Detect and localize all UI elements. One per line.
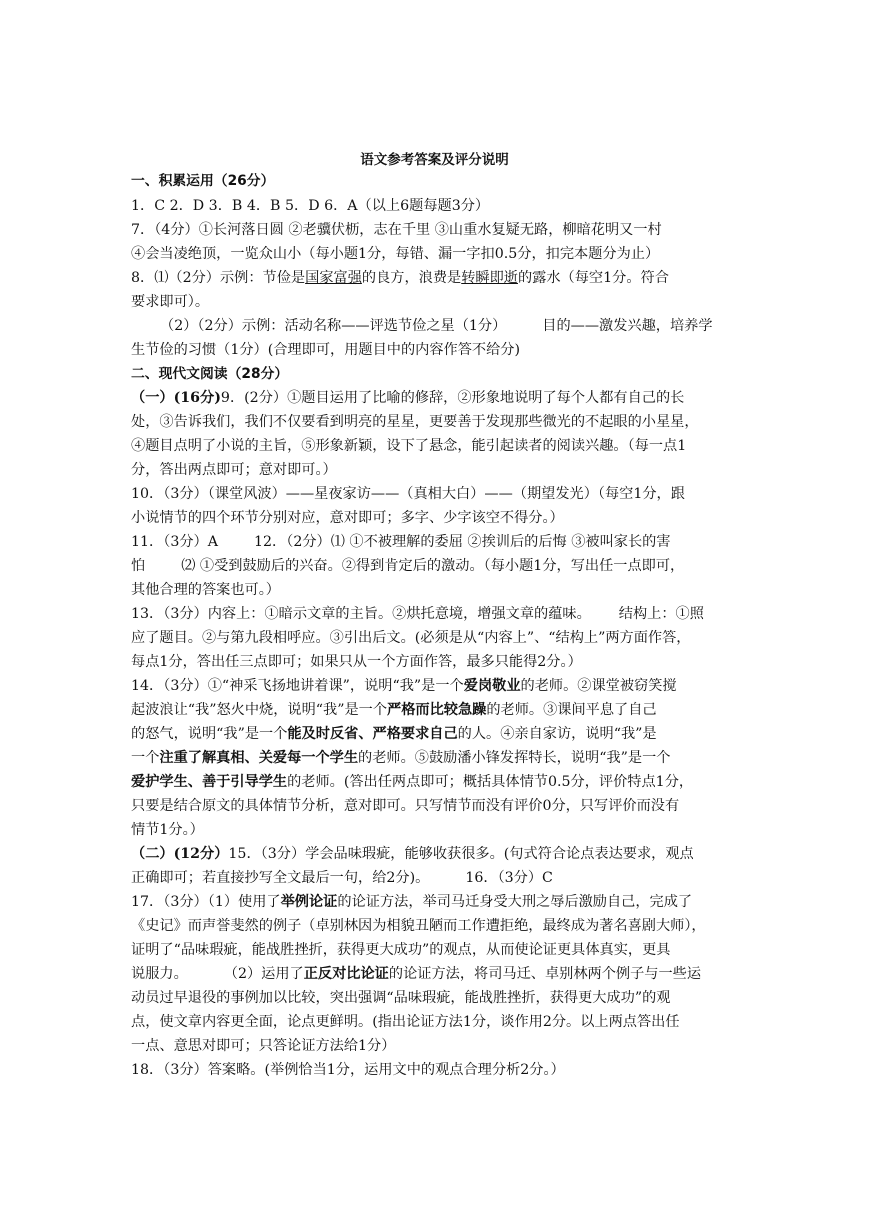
text-line: 点，使文章内容更全面，论点更鲜明。(指出论证方法1分，谈作用2分。以上两点答出任 bbox=[131, 1014, 680, 1030]
bold-phrase: 爱护学生、善于引导学生 bbox=[131, 774, 288, 790]
text-line: 8．⑴（2分）示例：节俭是国家富强的良方，浪费是转瞬即逝的露水（每空1分。符合 bbox=[131, 270, 669, 286]
bold-phrase: 能及时反省、严格要求自己 bbox=[287, 726, 458, 742]
text-line: （2）（2分）示例：活动名称——评选节俭之星（1分） 目的——激发兴趣，培养学 bbox=[160, 318, 713, 334]
text-line: 一点、意思对即可；只答论证方法给1分） bbox=[131, 1038, 396, 1054]
underlined-phrase: 转瞬即逝 bbox=[461, 270, 518, 286]
text-line: 生节俭的习惯（1分）(合理即可，用题目中的内容作答不给分) bbox=[131, 342, 520, 358]
text-line: 情节1分。） bbox=[131, 822, 204, 838]
text-line: 一个注重了解真相、关爱每一个学生的老师。⑤鼓励潘小锋发挥特长，说明“我”是一个 bbox=[131, 750, 671, 766]
text-line: （二）(12分）15．（3分）学会品味瑕疵，能够收获很多。(句式符合论点表达要求，观点 bbox=[131, 846, 694, 862]
text-line: 正确即可；若直接抄写全文最后一句，给2分)。 16．（3分）C bbox=[131, 870, 553, 886]
text-line: 只要是结合原文的具体情节分析，意对即可。只写情节而没有评价0分，只写评价而没有 bbox=[131, 798, 680, 814]
text-line: 7．（4分）①长河落日圆 ②老骥伏枥，志在千里 ③山重水复疑无路，柳暗花明又一村 bbox=[131, 222, 662, 238]
text-line: 《史记》而声誉斐然的例子（卓别林因为相貌丑陋而工作遭拒绝，最终成为著名喜剧大师）， bbox=[131, 918, 706, 934]
text-line: 说服力。 （2）运用了正反对比论证的论证方法，将司马迁、卓别林两个例子与一些运 bbox=[131, 966, 702, 982]
text-line: 动员过早退役的事例加以比较，突出强调“品味瑕疵，能战胜挫折，获得更大成功”的观 bbox=[131, 990, 671, 1006]
text-line: 应了题目。②与第九段相呼应。③引出后文。(必须是从“内容上”、“结构上”两方面作答， bbox=[131, 630, 691, 646]
text-line: 小说情节的四个环节分别对应，意对即可；多字、少字该空不得分。） bbox=[131, 510, 564, 526]
text-line: 17．（3分）（1）使用了举例论证的论证方法，举司马迁身受大刑之辱后激励自己，完成了 bbox=[131, 894, 693, 910]
bold-phrase: 举例论证 bbox=[280, 894, 338, 910]
text-line: 10．（3分）（课堂风波）——星夜家访——（真相大白）——（期望发光）（每空1分，跟 bbox=[131, 486, 685, 502]
bold-phrase: 正反对比论证 bbox=[303, 966, 389, 982]
bold-phrase: 严格而比较急躁 bbox=[387, 702, 487, 718]
subsection-label: （一）(16分) bbox=[131, 390, 221, 406]
text-line: ④题目点明了小说的主旨，⑤形象新颖，设下了悬念，能引起读者的阅读兴趣。（每一点1 bbox=[131, 438, 687, 454]
underlined-phrase: 国家富强 bbox=[305, 270, 362, 286]
text-line: （一）(16分)9．(2分）①题目运用了比喻的修辞，②形象地说明了每个人都有自己的长 bbox=[131, 390, 685, 406]
text-line: 其他合理的答案也可。） bbox=[131, 582, 280, 598]
text-line: 14．（3分）①“神采飞扬地讲着课”，说明“我”是一个爱岗敬业的老师。②课堂被窃笑搅 bbox=[131, 678, 677, 694]
text-line: 每点1分，答出任三点即可；如果只从一个方面作答，最多只能得2分。） bbox=[131, 654, 582, 670]
text-line: 分，答出两点即可；意对即可。） bbox=[131, 462, 337, 478]
section-heading-1: 一、积累运用（26分） bbox=[131, 173, 275, 189]
bold-phrase: 爱岗敬业 bbox=[463, 678, 521, 694]
text-line: 13．（3分）内容上：①暗示文章的主旨。②烘托意境，增强文章的蕴味。 结构上：①照 bbox=[131, 606, 704, 622]
text-line: 爱护学生、善于引导学生的老师。(答出任两点即可；概括具体情节0.5分，评价特点1分， bbox=[131, 774, 694, 790]
text-line: 11．（3分）A 12．（2分）⑴ ①不被理解的委屈 ②挨训后的后悔 ③被叫家长的害 bbox=[131, 534, 671, 550]
text-line: 要求即可）。 bbox=[131, 294, 210, 310]
text-line: 18．（3分）答案略。(举例恰当1分，运用文中的观点合理分析2分。） bbox=[131, 1062, 565, 1078]
text-line: 处，③告诉我们，我们不仅要看到明亮的星星，更要善于发现那些微光的不起眼的小星星， bbox=[131, 414, 699, 430]
bold-phrase: 注重了解真相、关爱每一个学生 bbox=[159, 750, 359, 766]
text-line: 证明了“品味瑕疵，能战胜挫折，获得更大成功”的观点，从而使论证更具体真实，更具 bbox=[131, 942, 671, 958]
text-line: 怕 ⑵ ①受到鼓励后的兴奋。②得到肯定后的激动。（每小题1分，写出任一点即可， bbox=[131, 558, 685, 574]
text-line: ④会当凌绝顶，一览众山小（每小题1分，每错、漏一字扣0.5分，扣完本题分为止） bbox=[131, 246, 660, 262]
section-heading-2: 二、现代文阅读（28分） bbox=[131, 366, 289, 382]
text-line: 1．C 2．D 3．B 4．B 5．D 6．A（以上6题每题3分） bbox=[131, 198, 490, 214]
text-line: 起波浪让“我”怒火中烧，说明“我”是一个严格而比较急躁的老师。③课间平息了自己 bbox=[131, 702, 657, 718]
subsection-label: （二）(12分） bbox=[131, 846, 229, 862]
text-line: 的怒气，说明“我”是一个能及时反省、严格要求自己的人。④亲自家访，说明“我”是 bbox=[131, 726, 657, 742]
page-title: 语文参考答案及评分说明 bbox=[360, 152, 509, 168]
